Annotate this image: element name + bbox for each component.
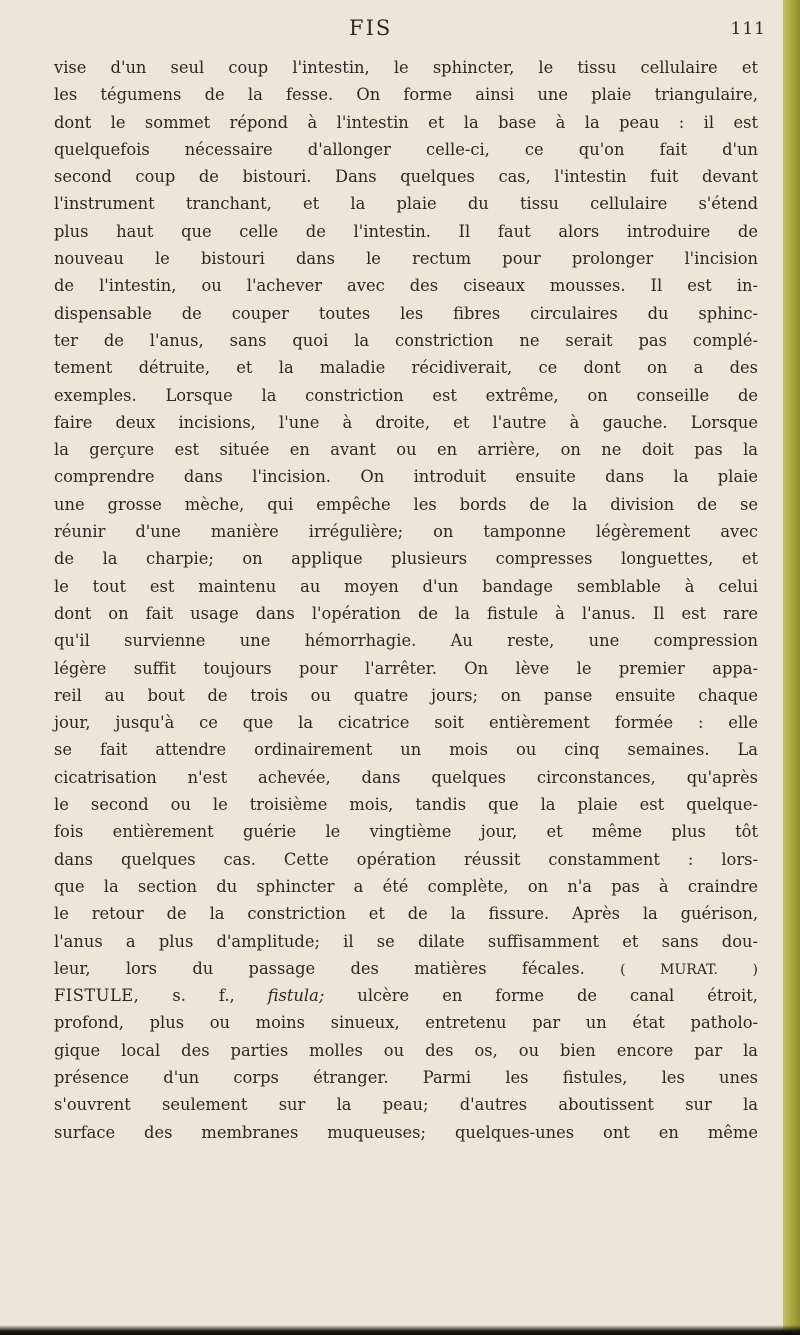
entry-headword: FISTULE, <box>54 986 140 1006</box>
author-signature: ( MURAT. ) <box>620 961 758 978</box>
text-line: ter de l'anus, sans quoi la constriction ne serait pas complé- <box>54 330 758 350</box>
text-line: dispensable de couper toutes les fibres circulaires du sphinc- <box>54 303 758 323</box>
entry-line: présence d'un corps étranger. Parmi les fistules, les unes <box>54 1067 758 1087</box>
text-line: que la section du sphincter a été complète, on n'a pas à craindre <box>54 876 758 896</box>
text-line: reil au bout de trois ou quatre jours; on panse ensuite chaque <box>54 685 758 705</box>
text-line: dans quelques cas. Cette opération réussit constamment : lors- <box>54 849 758 869</box>
text-line: quelquefois nécessaire d'allonger celle-ci, ce qu'on fait d'un <box>54 139 758 159</box>
text-line: réunir d'une manière irrégulière; on tamponne légèrement avec <box>54 522 758 542</box>
text-line: second coup de bistouri. Dans quelques cas, l'intestin fuit devant <box>54 167 758 187</box>
text-line: plus haut que celle de l'intestin. Il faut alors introduire de <box>54 221 758 241</box>
entry-first-line <box>54 982 758 1009</box>
text-line: cicatrisation n'est achevée, dans quelques circonstances, qu'après <box>54 767 758 787</box>
text-line: la gerçure est située en avant ou en arrière, on ne doit pas la <box>54 440 758 460</box>
text-line: une grosse mèche, qui empêche les bords de la division de se <box>54 494 758 514</box>
entry-latin: fistula; <box>267 986 325 1006</box>
text-line: de la charpie; on applique plusieurs compresses longuettes, et <box>54 549 758 569</box>
closing-text: leur, lors du passage des matières fécales. <box>54 958 585 978</box>
text-line: dont le sommet répond à l'intestin et la base à la peau : il est <box>54 112 758 132</box>
text-line: fois entièrement guérie le vingtième jour, et même plus tôt <box>54 822 758 842</box>
text-line: faire deux incisions, l'une à droite, et l'autre à gauche. Lorsque <box>54 412 758 432</box>
text-line: l'instrument tranchant, et la plaie du tissu cellulaire s'étend <box>54 194 758 214</box>
body-text <box>54 54 758 1146</box>
closing-line <box>54 955 758 982</box>
text-line: vise d'un seul coup l'intestin, le sphincter, le tissu cellulaire et <box>54 58 758 77</box>
entry-definition-start: ulcère en forme de canal étroit, <box>357 986 758 1006</box>
scan-bottom-shadow <box>0 1325 800 1335</box>
text-line: tement détruite, et la maladie récidiverait, ce dont on a des <box>54 358 758 378</box>
entry-line: surface des membranes muqueuses; quelques-unes ont en même <box>54 1122 758 1142</box>
text-line: comprendre dans l'incision. On introduit ensuite dans la plaie <box>54 467 758 487</box>
running-title: FIS <box>349 16 393 40</box>
entry-line: s'ouvrent seulement sur la peau; d'autres aboutissent sur la <box>54 1095 758 1115</box>
running-head <box>44 16 766 42</box>
text-line: le retour de la constriction et de la fissure. Après la guérison, <box>54 904 758 924</box>
text-line: l'anus a plus d'amplitude; il se dilate suffisamment et sans dou- <box>54 931 758 951</box>
text-line: de l'intestin, ou l'achever avec des ciseaux mousses. Il est in- <box>54 276 758 296</box>
text-line: nouveau le bistouri dans le rectum pour prolonger l'incision <box>54 249 758 269</box>
entry-line: gique local des parties molles ou des os, ou bien encore par la <box>54 1040 758 1060</box>
text-line: jour, jusqu'à ce que la cicatrice soit entièrement formée : elle <box>54 713 758 733</box>
text-line: le second ou le troisième mois, tandis que la plaie est quelque- <box>54 795 758 815</box>
entry-line: profond, plus ou moins sinueux, entretenu par un état patholo- <box>54 1013 758 1033</box>
entry-grammar: s. f., <box>172 986 235 1006</box>
text-line: les tégumens de la fesse. On forme ainsi une plaie triangulaire, <box>54 85 758 105</box>
page-edge-stripe <box>783 0 800 1335</box>
text-line: exemples. Lorsque la constriction est extrême, on conseille de <box>54 385 758 405</box>
text-line: légère suffit toujours pour l'arrêter. On lève le premier appa- <box>54 658 758 678</box>
text-line: dont on fait usage dans l'opération de la fistule à l'anus. Il est rare <box>54 603 758 623</box>
text-line: se fait attendre ordinairement un mois ou cinq semaines. La <box>54 740 758 760</box>
page-number: 111 <box>730 19 766 39</box>
text-line: qu'il survienne une hémorrhagie. Au reste, une compression <box>54 631 758 651</box>
text-line: le tout est maintenu au moyen d'un bandage semblable à celui <box>54 576 758 596</box>
